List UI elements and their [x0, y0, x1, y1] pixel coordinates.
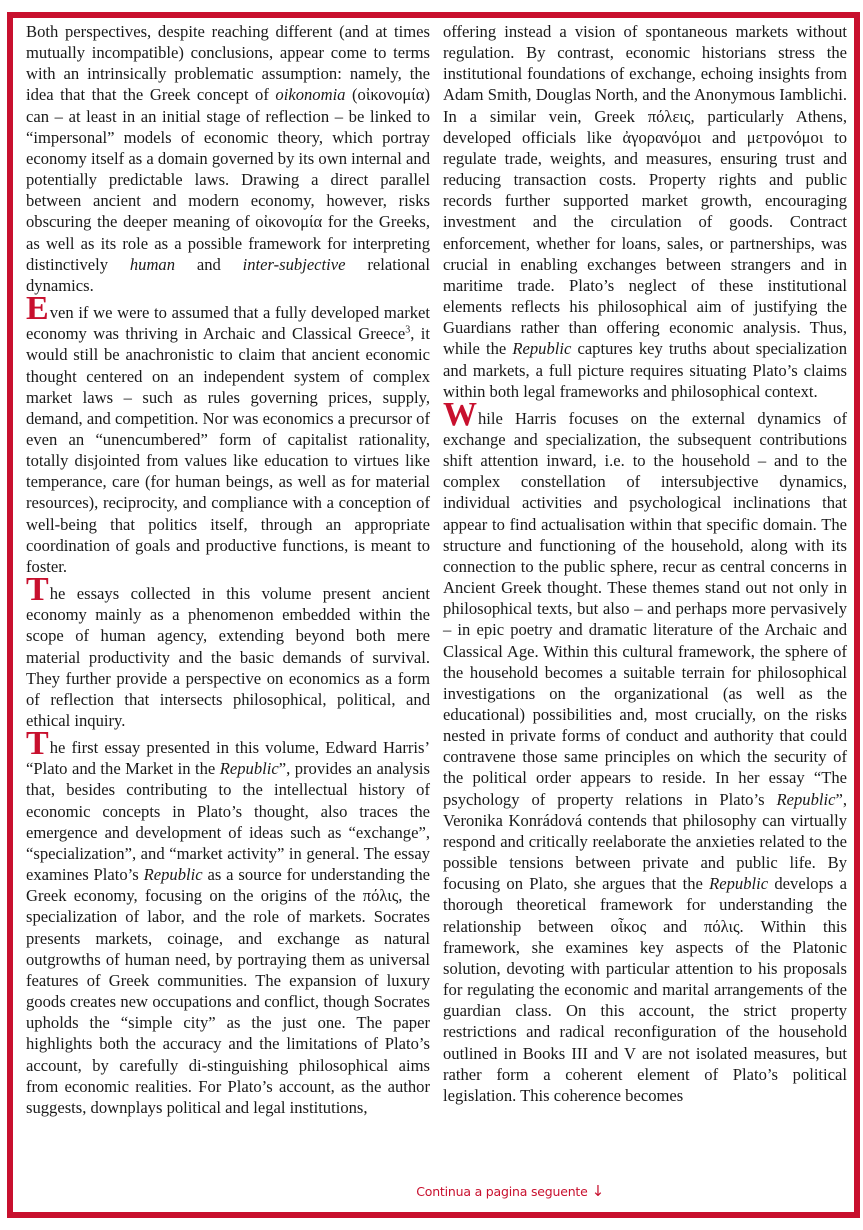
- text-run: , it would still be anachronistic to claim that ancient economic thought centered on an independent system of complex market laws – such as rules governing prices, supply, demand, and competition. Nor was economics a precursor of even an “unencumbered” form of capitalist rationality, totally disjointed from values like education to virtues like temperance, care (for human beings, as well as for material resources), reciprocity, and compliance with a conception of well-being that politics itself, through an appropriate coordination of goals and productive functions, is meant to foster.: [26, 324, 430, 576]
- drop-cap: E: [26, 290, 49, 328]
- italic-term: Republic: [219, 759, 279, 779]
- text-run: and: [175, 254, 243, 274]
- text-run: captures key truths about specialization and markets, a full picture requires situating Plato’s claims within both legal frameworks and philosophical context.: [443, 339, 848, 401]
- paragraph: [26, 290, 430, 577]
- text-run: develops a thorough theoretical framework for understanding the relationship between οἶκος and πόλις. Within this framework, she examines key aspects of the Platonic solution, devoting with particular attention to his proposals for regulating the economic and marital arrangements of the guardian class. On this account, the strict property restrictions and radical reconfiguration of the household outlined in Books III and V are not isolated measures, but rather form a coherent element of Plato’s political legislation. This coherence becomes: [443, 874, 847, 1105]
- italic-term: oikonomia: [275, 85, 346, 105]
- paragraph: [26, 725, 430, 1118]
- text-run: (οἰκονομία) can – at least in an initial stage of reflection – be linked to “impersonal” models of economic theory, which portray economy itself as a domain governed by its own internal and potentially predictable laws. Drawing a direct parallel between ancient and modern economy, however, risks obscuring the deeper meaning of οἰκονομία for the Greeks, as well as its role as a possible framework for interpreting distinctively: [26, 85, 430, 274]
- text-run: offering instead a vision of spontaneous markets without regulation. By contrast, economic historians stress the institutional foundations of exchange, echoing insights from Adam Smith, Douglas North, and the Anonymous Iamblichi. In a similar vein, Greek πόλεις, particularly Athens, developed officials like ἀγορανόμοι and μετρονόμοι to regulate trade, weights, and measures, ensuring trust and reducing transaction costs. Property rights and public records further supported market growth, encouraging investment and the circulation of goods. Contract enforcement, whether for loans, sales, or partnerships, was crucial in enabling exchanges between strangers and in maritime trade. Plato’s neglect of these institutional elements reflects his philosophical aim of justifying the Guardians rather than offering economic analysis. Thus, while the: [443, 22, 847, 359]
- text-run: he essays collected in this volume present ancient economy mainly as a phenomenon embedded within the scope of human agency, extending beyond both mere material productivity and the basic demands of survival. They further provide a perspective on economics as a form of reflection that intersects philosophical, political, and ethical inquiry.: [26, 584, 430, 730]
- text-run: relational dynamics.: [26, 254, 430, 295]
- text-run: as a source for understanding the Greek economy, focusing on the origins of the πόλις, the specialization of labor, and the role of markets. Socrates presents markets, coinage, and exchange as natural outgrowths of human need, by portraying them as universal features of Greek communities. The expansion of luxury goods creates new occupations and conflict, though Socrates upholds the “simple city” as the just one. The paper highlights both the accuracy and the limitations of Plato’s account, by carefully di-stinguishing philosophical aims from economic realities. For Plato’s account, as the author suggests, downplays political and legal institutions,: [26, 865, 430, 1117]
- paragraph: [26, 21, 430, 296]
- right-column: [443, 21, 847, 1122]
- italic-term: inter-subjective: [242, 254, 346, 274]
- text-run: ”, provides an analysis that, besides contributing to the intellectual history of economic concepts in Plato’s thought, also traces the emergence and development of ideas such as “exchange”, “specialization”, and “market activity” in general. The essay examines Plato’s: [26, 759, 430, 885]
- italic-term: Republic: [143, 865, 203, 885]
- left-column: [26, 21, 430, 1122]
- text-run: he first essay presented in this volume, Edward Harris’ “Plato and the Market in the: [26, 738, 430, 779]
- text-run: ”, Veronika Konrádová contends that philosophy can virtually respond and critically reelaborate the anxieties related to the possible tensions between private and public life. By focusing on Plato, she argues that the: [443, 789, 847, 894]
- italic-term: Republic: [776, 789, 836, 809]
- drop-cap: T: [26, 725, 49, 763]
- drop-cap: T: [26, 571, 49, 609]
- paragraph: [443, 21, 847, 402]
- two-column-body: [26, 21, 847, 1122]
- text-run: hile Harris focuses on the external dynamics of exchange and specialization, the subsequent contributions shift attention inward, i.e. to the household – and to the complex constellation of intersubjective dynamics, individual activities and psychological inclinations that appear to find actualisation within that specific domain. The structure and functioning of the household, along with its connection to the public sphere, recur as central concerns in Ancient Greek thought. These themes stand out not only in philosophical texts, but also – and perhaps more pervasively – in epic poetry and dramatic literature of the Archaic and Classical Age. Within this cultural framework, the sphere of the household becomes a suitable terrain for philosophical investigations on the organizational (as well as the educational) possibilities and, most crucially, on the risks nested in private forms of conduct and authority that could contravene those same principles on which the security of the political order appears to reside. In her essay “The psychology of property relations in Plato’s: [443, 408, 847, 809]
- text-run: ven if we were to assumed that a fully developed market economy was thriving in Archaic and Classical Greece: [26, 303, 430, 344]
- italic-term: Republic: [709, 874, 769, 894]
- continue-next-page-link[interactable]: [416, 1182, 604, 1200]
- drop-cap: W: [443, 395, 477, 433]
- italic-term: Republic: [512, 339, 572, 359]
- paragraph: [443, 395, 847, 1106]
- italic-term: human: [129, 254, 176, 274]
- paragraph: [26, 571, 430, 731]
- page-frame: [7, 12, 860, 1218]
- continue-label: Continua a pagina seguente: [416, 1184, 588, 1199]
- text-run: Both perspectives, despite reaching different (and at times mutually incompatible) conclusions, appear come to terms with an intrinsically problematic assumption: namely, the idea that that the Greek concept of: [26, 22, 430, 105]
- arrow-down-icon: ↓: [591, 1182, 604, 1200]
- footnote-marker[interactable]: 3: [405, 324, 411, 336]
